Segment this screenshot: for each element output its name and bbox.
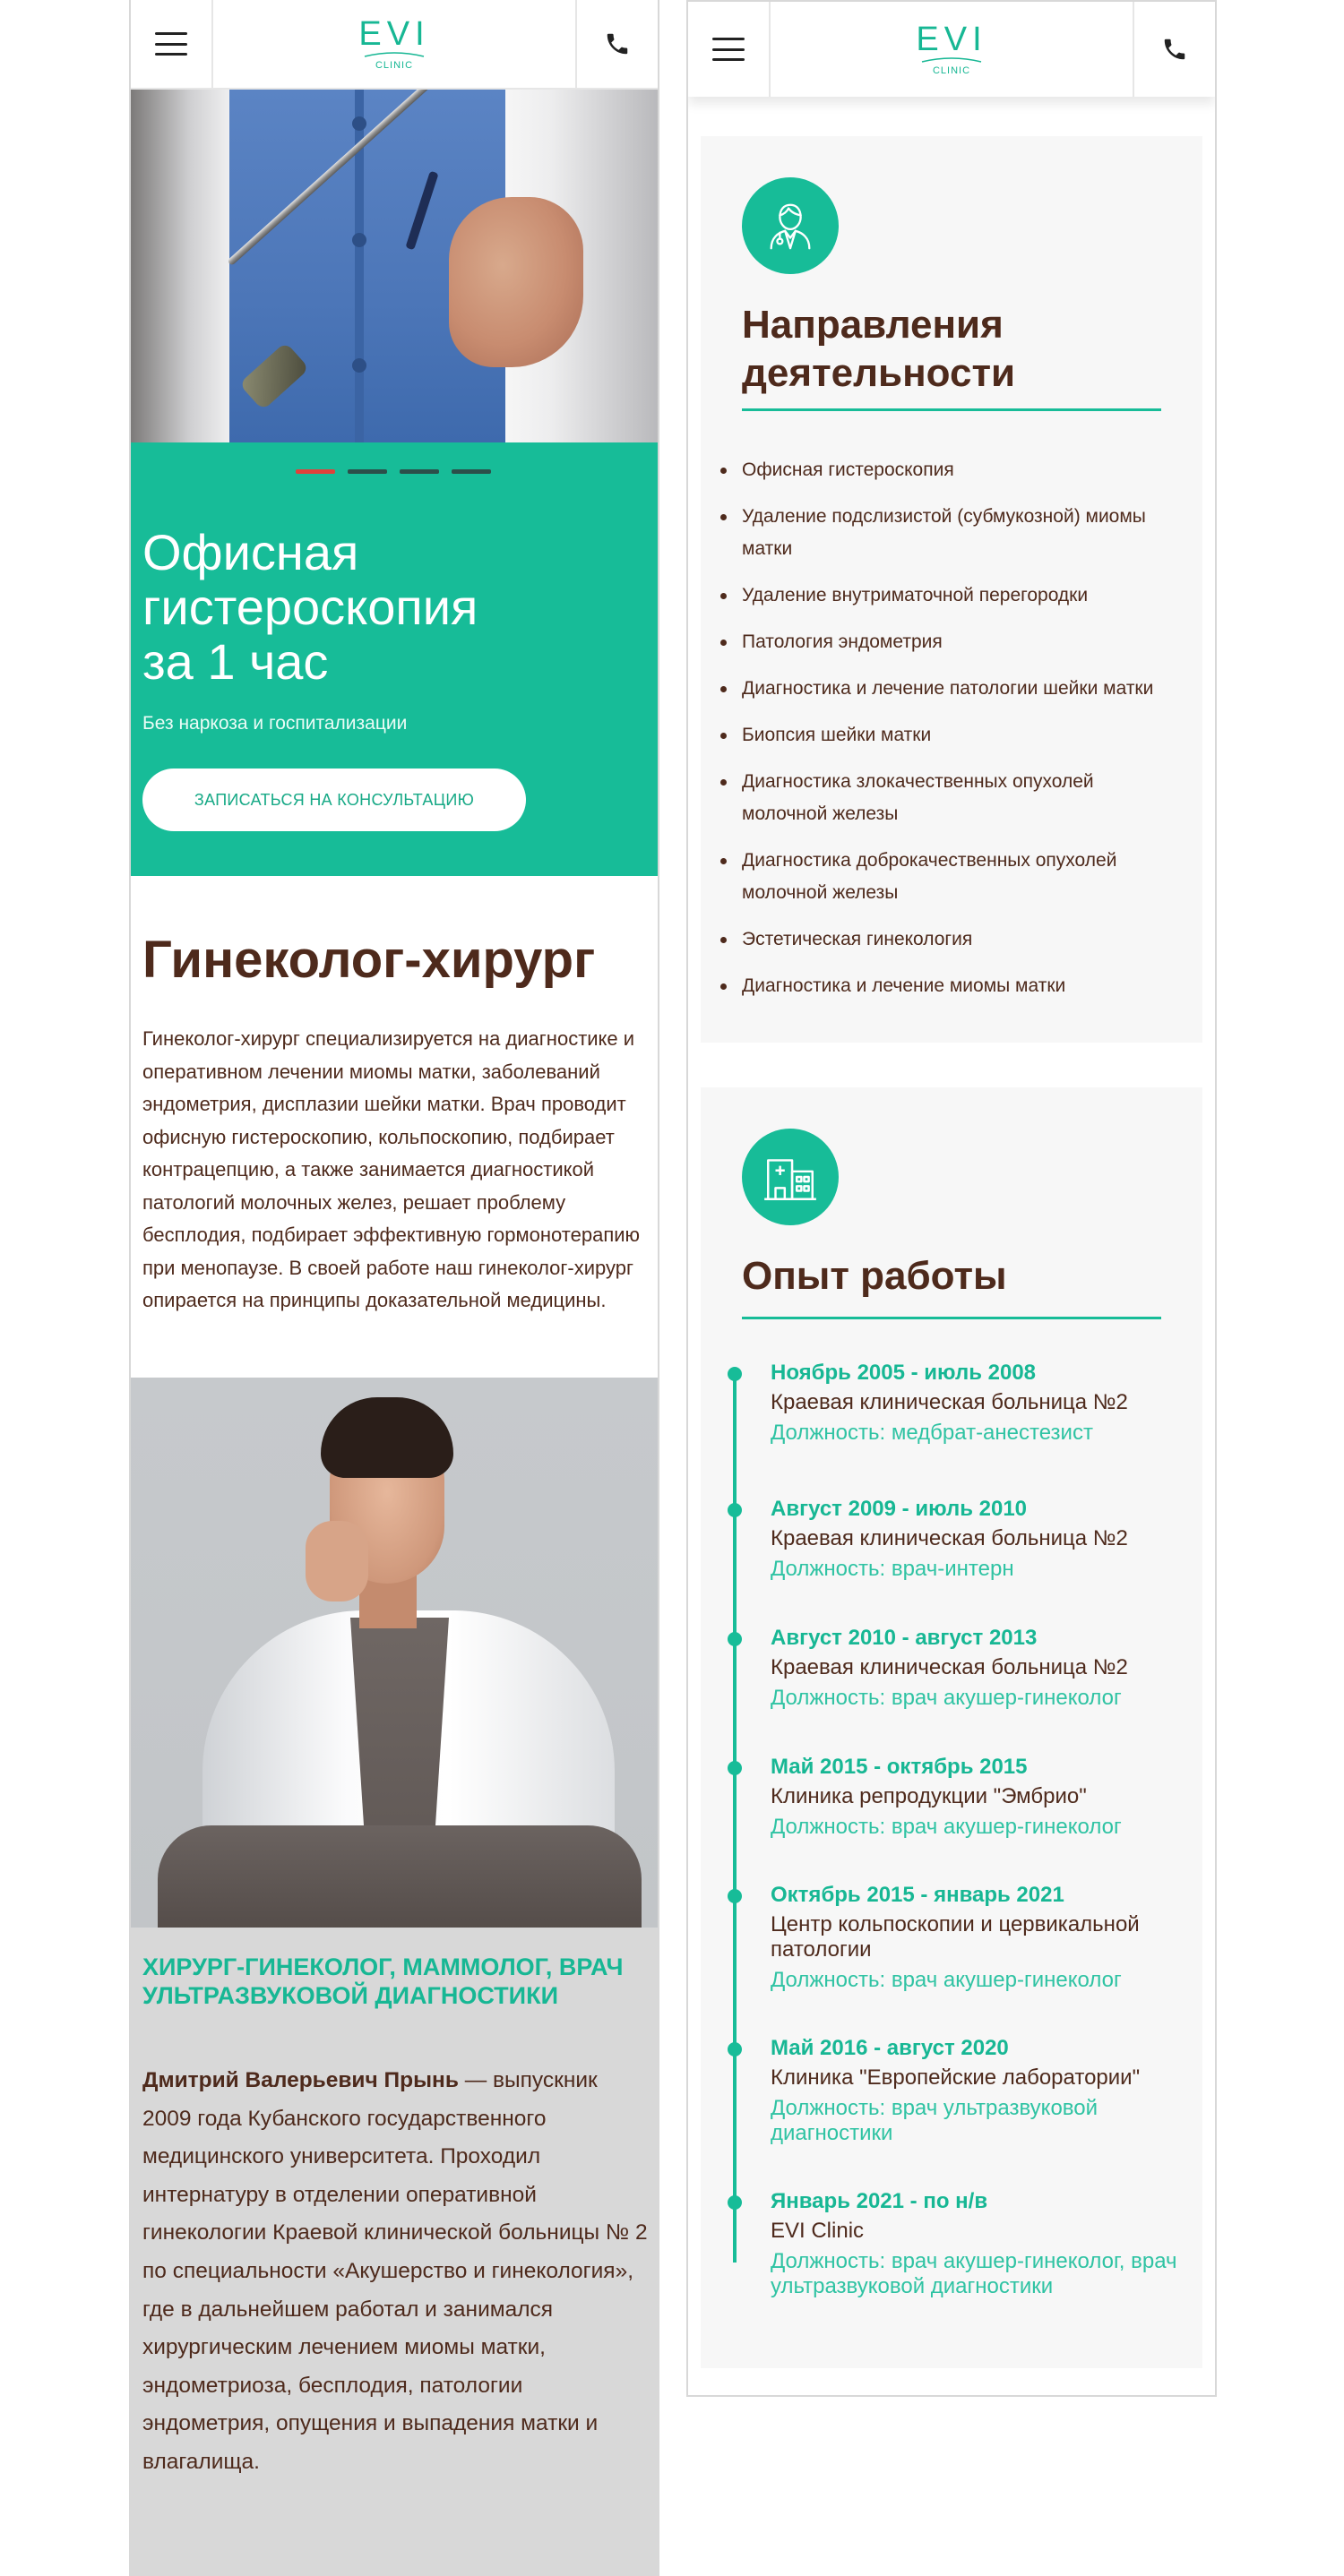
logo-subtext: CLINIC (932, 65, 971, 76)
hero-title-line-2: гистероскопия (142, 579, 478, 635)
doctor-bio-text: — выпускник 2009 года Кубанского государственного медицинского университета. Проходил интернатуру в отделении оперативной гинекологии Краевой клинической больницы № 2 по специальности «Акушерство и гинекология», где в дальнейшем работал и занимался хирургическим лечением миомы матки, эндометриоза, бесплодия, патологии эндометрия, опущения и выпадения матки и влагалища. (142, 2068, 648, 2474)
experience-title: Опыт работы (742, 1254, 1007, 1298)
logo-text: EVI (916, 21, 987, 58)
list-item: Удаление внутриматочной перегородки (742, 580, 1172, 612)
timeline-position: Должность: врач-интерн (771, 1557, 1014, 1581)
list-item: Эстетическая гинекология (742, 923, 1172, 956)
phone-button[interactable] (1133, 2, 1215, 97)
timeline-position: Должность: врач ультразвуковой диагностики (771, 2096, 1098, 2145)
doctor-photo (131, 1378, 658, 1928)
directions-title (742, 301, 1015, 398)
site-header (131, 0, 658, 90)
phone-icon (604, 30, 631, 57)
section-title: Гинеколог-хирург (142, 931, 596, 989)
timeline-date: Январь 2021 - по н/в (771, 2189, 988, 2213)
menu-button[interactable] (131, 0, 213, 88)
timeline-place: Краевая клиническая больница №2 (771, 1526, 1128, 1550)
hero-title-line-3: за 1 час (142, 633, 329, 690)
phone-button[interactable] (575, 0, 658, 88)
logo[interactable] (213, 0, 575, 88)
slider-dot-4[interactable] (452, 469, 491, 474)
hero-title (142, 525, 644, 689)
timeline-place: Краевая клиническая больница №2 (771, 1390, 1128, 1414)
timeline-dot (728, 1632, 742, 1646)
doctor-name: Дмитрий Валерьевич Прынь (142, 2068, 459, 2092)
timeline-dot (728, 1761, 742, 1775)
mobile-page-left (129, 0, 659, 2576)
hamburger-menu-icon (155, 32, 187, 56)
timeline-dot (728, 1889, 742, 1903)
title-underline (742, 408, 1161, 411)
mobile-page-right (686, 0, 1217, 2397)
timeline-date: Май 2016 - август 2020 (771, 2036, 1009, 2060)
hero-slide-image (131, 90, 658, 442)
logo-subtext: CLINIC (375, 60, 414, 71)
timeline-dot (728, 2042, 742, 2057)
doctor-icon (742, 177, 839, 274)
list-item: Диагностика и лечение патологии шейки матки (742, 673, 1172, 705)
logo[interactable] (771, 2, 1133, 97)
timeline-place: Клиника "Европейские лаборатории" (771, 2065, 1141, 2090)
timeline-position: Должность: врач акушер-гинеколог (771, 1686, 1122, 1710)
logo-swoosh-icon (363, 51, 426, 58)
timeline-dot (728, 1367, 742, 1381)
timeline-dot (728, 1503, 742, 1517)
slider-dot-3[interactable] (400, 469, 439, 474)
timeline-place: Краевая клиническая больница №2 (771, 1655, 1128, 1679)
timeline-position: Должность: врач акушер-гинеколог (771, 1815, 1122, 1839)
section-description: Гинеколог-хирург специализируется на диагностике и оперативном лечении миомы матки, заболеваний эндометрия, дисплазии шейки матки. Врач проводит офисную гистероскопию, кольпоскопию, подбирает контрацепцию, а также занимается диагностикой патологий молочных желез, решает проблему бесплодия, подбирает эффективную гормонотерапию при менопаузе. В своей работе наш гинеколог-хирург опирается на принципы доказательной медицины. (142, 1027, 641, 1311)
timeline-place: Клиника репродукции "Эмбрио" (771, 1784, 1087, 1808)
timeline-position: Должность: врач акушер-гинеколог, врач ультразвуковой диагностики (771, 2249, 1177, 2298)
menu-button[interactable] (688, 2, 771, 97)
list-item: Биопсия шейки матки (742, 719, 1172, 751)
phone-icon (1161, 36, 1188, 63)
title-underline (742, 1317, 1161, 1319)
directions-list (742, 454, 1172, 1017)
timeline-place: EVI Clinic (771, 2219, 865, 2243)
slider-pagination (296, 469, 491, 474)
site-header (688, 2, 1215, 97)
list-item: Патология эндометрия (742, 626, 1172, 658)
timeline-position: Должность: врач акушер-гинеколог (771, 1968, 1122, 1992)
logo-swoosh-icon (920, 56, 983, 64)
doctor-bio-block (131, 1928, 658, 2576)
doctor-bio (142, 2062, 650, 2482)
timeline-date: Ноябрь 2005 - июль 2008 (771, 1361, 1037, 1385)
list-item: Диагностика и лечение миомы матки (742, 970, 1172, 1002)
list-item: Офисная гистероскопия (742, 454, 1172, 486)
timeline-position: Должность: медбрат-анестезист (771, 1421, 1093, 1445)
hospital-icon (742, 1129, 839, 1225)
hero-banner (131, 442, 658, 876)
timeline-dot (728, 2195, 742, 2210)
directions-title-line-2: деятельности (742, 351, 1016, 395)
slider-dot-1[interactable] (296, 469, 335, 474)
logo-text: EVI (358, 15, 430, 53)
directions-title-line-1: Направления (742, 303, 1004, 347)
list-item: Диагностика злокачественных опухолей молочной железы (742, 766, 1172, 830)
hero-subtitle: Без наркоза и госпитализации (142, 713, 408, 734)
list-item: Диагностика доброкачественных опухолей молочной железы (742, 845, 1172, 909)
timeline-place: Центр кольпоскопии и цервикальной патологии (771, 1912, 1140, 1962)
timeline-date: Август 2009 - июль 2010 (771, 1497, 1028, 1521)
timeline-date: Август 2010 - август 2013 (771, 1626, 1038, 1650)
timeline-date: Май 2015 - октябрь 2015 (771, 1755, 1028, 1779)
experience-card (701, 1087, 1202, 2368)
slider-dot-2[interactable] (348, 469, 387, 474)
list-item: Удаление подслизистой (субмукозной) миомы матки (742, 501, 1172, 565)
hero-title-line-1: Офисная (142, 524, 359, 580)
hamburger-menu-icon (712, 38, 745, 61)
timeline-date: Октябрь 2015 - январь 2021 (771, 1883, 1064, 1907)
doctor-role: ХИРУРГ-ГИНЕКОЛОГ, МАММОЛОГ, ВРАЧ УЛЬТРАЗВУКОВОЙ ДИАГНОСТИКИ (142, 1953, 624, 2009)
directions-card (701, 136, 1202, 1043)
book-consultation-button[interactable]: ЗАПИСАТЬСЯ НА КОНСУЛЬТАЦИЮ (142, 769, 526, 831)
